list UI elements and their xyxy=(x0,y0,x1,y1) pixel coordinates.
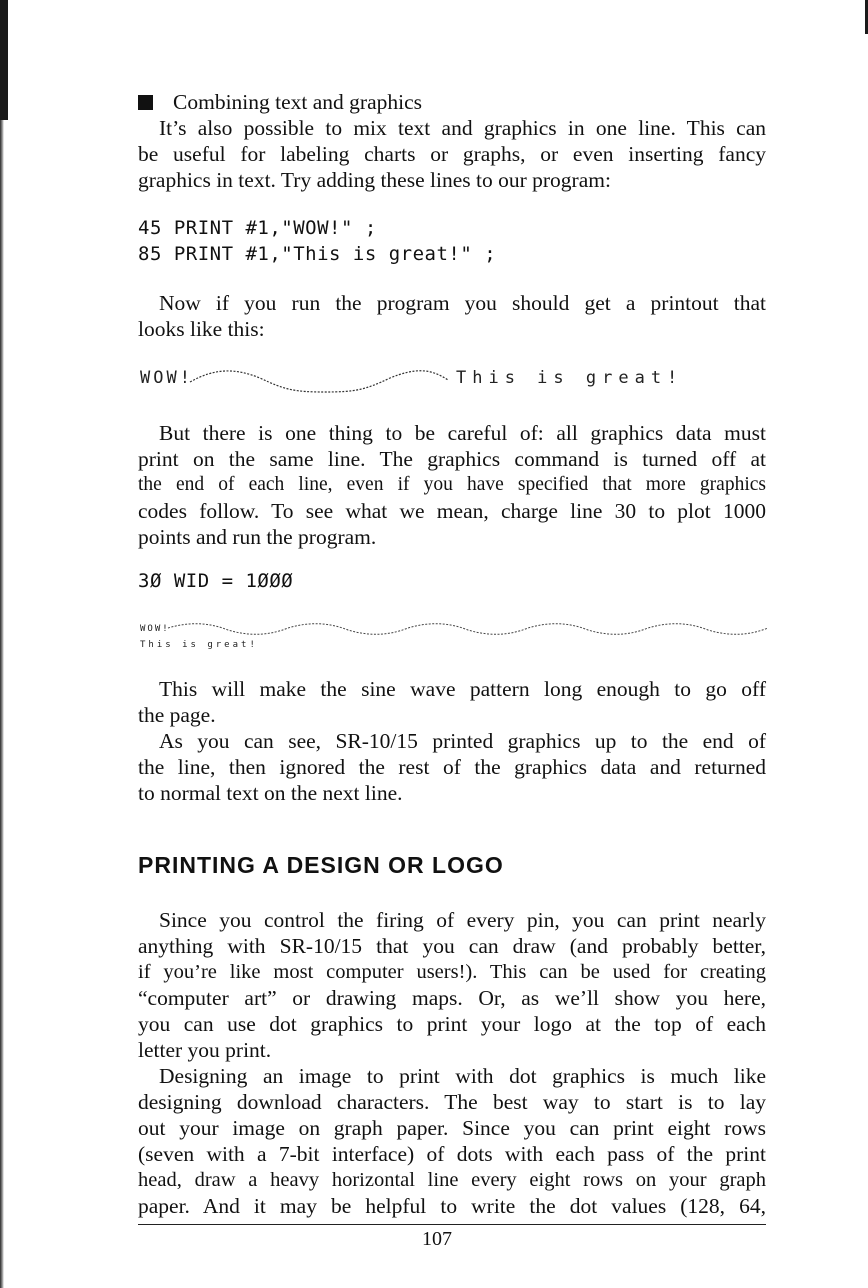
para6-line: if you’re like most computer users!). This can be used for creating xyxy=(138,961,766,983)
para7-line: Designing an image to print with dot graphics is much like xyxy=(159,1064,766,1088)
para3-line: the end of each line, even if you have specified that more graphics xyxy=(138,474,766,495)
section-heading: PRINTING A DESIGN OR LOGO xyxy=(138,852,504,878)
scan-edge-top-left xyxy=(0,0,8,120)
para7-line: head, draw a heavy horizontal line every eight rows on your graph xyxy=(138,1169,766,1191)
code-line: 3Ø WID = 1ØØØ xyxy=(138,570,294,592)
printout-long-sine-graphic xyxy=(168,620,768,638)
para5-line: the line, then ignored the rest of the graphics data and returned xyxy=(138,755,766,779)
footer-rule xyxy=(138,1224,766,1225)
para2-line: looks like this: xyxy=(138,317,265,341)
para6-line: you can use dot graphics to print your logo at the top of each xyxy=(138,1012,766,1036)
printout-sample-wow: WOW! xyxy=(140,368,193,388)
para3-line: print on the same line. The graphics command is turned off at xyxy=(138,447,766,471)
printout-sample2-great: This is great! xyxy=(140,640,258,650)
printout-sample-great: This is great! xyxy=(456,368,684,388)
para3-line: points and run the program. xyxy=(138,525,377,549)
para5-line: to normal text on the next line. xyxy=(138,781,403,805)
para7-line: paper. And it may be helpful to write the dot values (128, 64, xyxy=(138,1194,766,1218)
para2-line: Now if you run the program you should get a printout that xyxy=(159,291,766,315)
para6-line: letter you print. xyxy=(138,1038,272,1062)
para6-line: “computer art” or drawing maps. Or, as we’ll show you here, xyxy=(138,986,766,1010)
para1-line: graphics in text. Try adding these lines to our program: xyxy=(138,168,611,192)
section-title: Combining text and graphics xyxy=(138,89,766,115)
printout-sine-graphic xyxy=(190,370,450,400)
para3-line: But there is one thing to be careful of: all graphics data must xyxy=(159,421,766,445)
para6-line: Since you control the firing of every pin, you can print nearly xyxy=(159,908,766,932)
printout-sample2-wow: WOW! xyxy=(140,624,170,634)
para7-line: out your image on graph paper. Since you can print eight rows xyxy=(138,1116,766,1140)
para1-line: It’s also possible to mix text and graphics in one line. This can xyxy=(159,116,766,140)
para7-line: designing download characters. The best way to start is to lay xyxy=(138,1090,766,1114)
para1-line: be useful for labeling charts or graphs, or even inserting fancy xyxy=(138,142,766,166)
para5-line: As you can see, SR-10/15 printed graphics up to the end of xyxy=(159,729,766,753)
square-bullet-icon xyxy=(138,95,153,110)
para6-line: anything with SR-10/15 that you can draw (and probably better, xyxy=(138,934,766,958)
code-line: 45 PRINT #1,"WOW!" ; xyxy=(138,217,377,239)
page-number: 107 xyxy=(422,1228,452,1250)
para4-line: the page. xyxy=(138,703,216,727)
para7-line: (seven with a 7-bit interface) of dots with each pass of the print xyxy=(138,1142,766,1166)
scan-edge-left xyxy=(0,0,4,1288)
para4-line: This will make the sine wave pattern long enough to go off xyxy=(159,677,766,701)
para3-line: codes follow. To see what we mean, charge line 30 to plot 1000 xyxy=(138,499,766,523)
code-line: 85 PRINT #1,"This is great!" ; xyxy=(138,243,497,265)
